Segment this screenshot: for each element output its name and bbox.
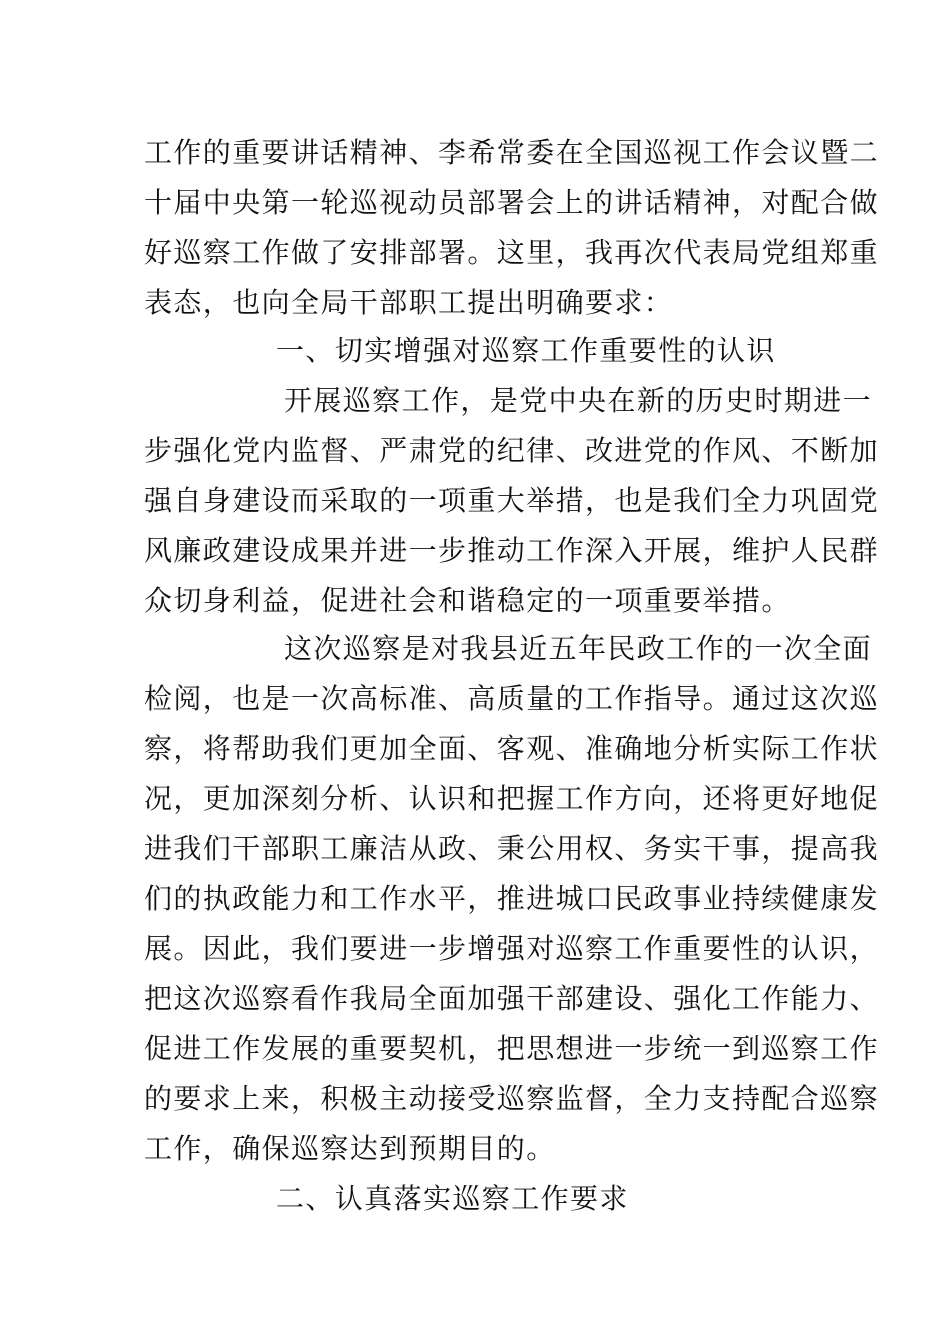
para2-line-7: 展。因此，我们要进一步增强对巡察工作重要性的认识， — [144, 932, 880, 965]
section-heading-2: 二、认真落实巡察工作要求 — [276, 1182, 629, 1215]
para2-line-1: 这次巡察是对我县近五年民政工作的一次全面 — [284, 632, 873, 665]
para2-line-10: 的要求上来，积极主动接受巡察监督，全力支持配合巡察 — [144, 1082, 880, 1115]
para2-line-5: 进我们干部职工廉洁从政、秉公用权、务实干事，提高我 — [144, 832, 880, 865]
para2-line-2: 检阅，也是一次高标准、高质量的工作指导。通过这次巡 — [144, 682, 880, 715]
intro-line-3: 好巡察工作做了安排部署。这里，我再次代表局党组郑重 — [144, 236, 880, 269]
para2-line-8: 把这次巡察看作我局全面加强干部建设、强化工作能力、 — [144, 982, 880, 1015]
intro-line-1: 工作的重要讲话精神、李希常委在全国巡视工作会议暨二 — [144, 136, 880, 169]
para1-line-3: 强自身建设而采取的一项重大举措，也是我们全力巩固党 — [144, 484, 880, 517]
para1-line-4: 风廉政建设成果并进一步推动工作深入开展，维护人民群 — [144, 534, 880, 567]
para1-line-5: 众切身利益，促进社会和谐稳定的一项重要举措。 — [144, 584, 791, 617]
intro-line-2: 十届中央第一轮巡视动员部署会上的讲话精神，对配合做 — [144, 186, 880, 219]
para1-line-2: 步强化党内监督、严肃党的纪律、改进党的作风、不断加 — [144, 434, 880, 467]
para2-line-6: 们的执政能力和工作水平，推进城口民政事业持续健康发 — [144, 882, 880, 915]
section-heading-1: 一、切实增强对巡察工作重要性的认识 — [276, 334, 776, 367]
intro-line-4: 表态，也向全局干部职工提出明确要求： — [144, 286, 674, 319]
para2-line-3: 察，将帮助我们更加全面、客观、准确地分析实际工作状 — [144, 732, 880, 765]
para2-line-4: 况，更加深刻分析、认识和把握工作方向，还将更好地促 — [144, 782, 880, 815]
para2-line-9: 促进工作发展的重要契机，把思想进一步统一到巡察工作 — [144, 1032, 880, 1065]
para2-line-11: 工作，确保巡察达到预期目的。 — [144, 1132, 556, 1165]
para1-line-1: 开展巡察工作，是党中央在新的历史时期进一 — [284, 384, 873, 417]
